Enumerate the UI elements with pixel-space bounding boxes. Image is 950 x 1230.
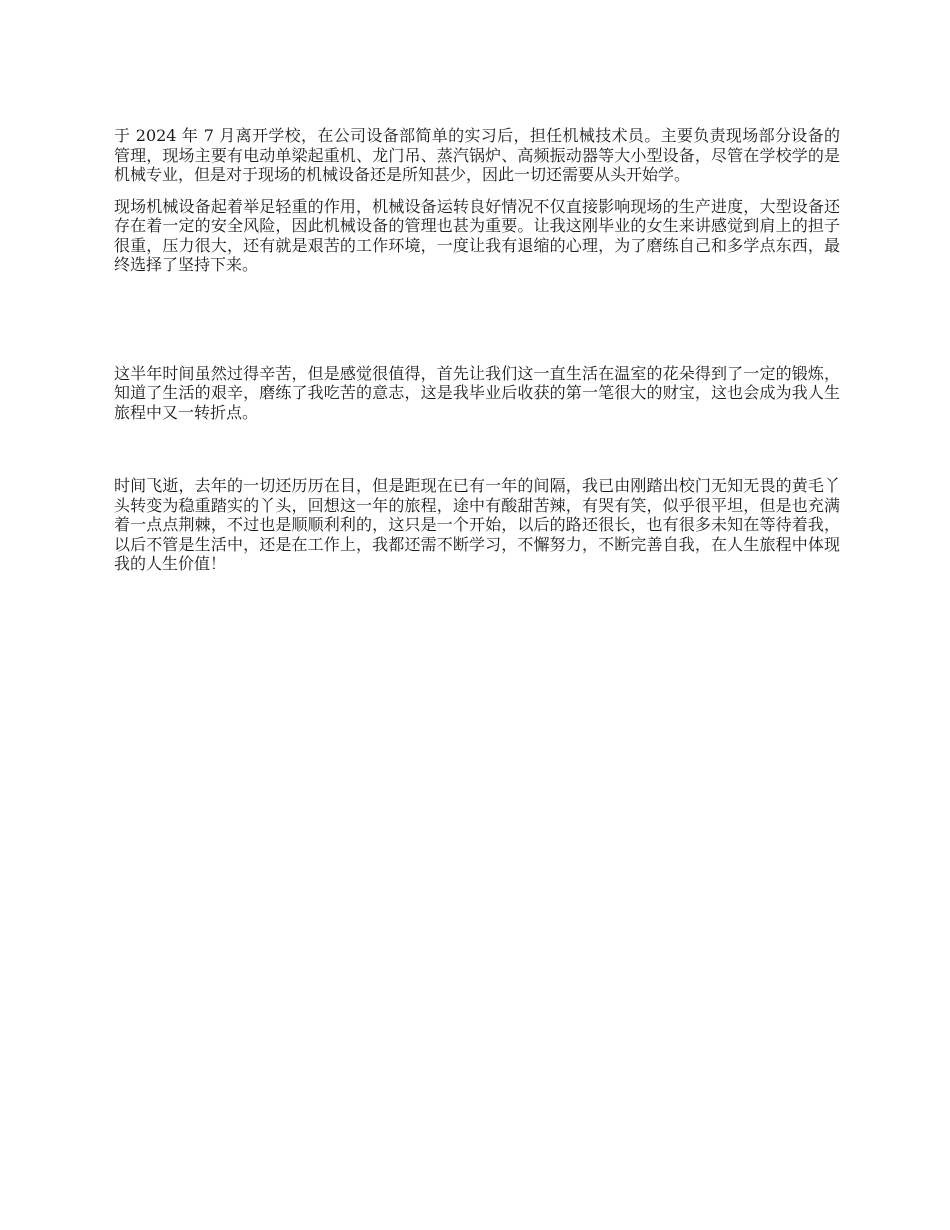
document-body (114, 126, 840, 574)
paragraph-equipment: 现场机械设备起着举足轻重的作用，机械设备运转良好情况不仅直接影响现场的生产进度，大型设备还存在着一定的安全风险，因此机械设备的管理也甚为重要。让我这刚毕业的女生来讲感觉到肩上的担子很重，压力很大，还有就是艰苦的工作环境，一度让我有退缩的心理，为了磨练自己和多学点东西，最终选择了坚持下来。 (114, 196, 840, 274)
paragraph-reflection: 时间飞逝，去年的一切还历历在目，但是距现在已有一年的间隔，我已由刚踏出校门无知无畏的黄毛丫头转变为稳重踏实的丫头，回想这一年的旅程，途中有酸甜苦辣，有哭有笑，似乎很平坦，但是也充满着一点点荆棘，不过也是顺顺利利的，这只是一个开始，以后的路还很长，也有很多未知在等待着我，以后不管是生活中，还是在工作上，我都还需不断学习，不懈努力，不断完善自我，在人生旅程中体现我的人生价值！ (114, 476, 840, 573)
paragraph-half-year: 这半年时间虽然过得辛苦，但是感觉很值得，首先让我们这一直生活在温室的花朵得到了一定的锻炼，知道了生活的艰辛，磨练了我吃苦的意志，这是我毕业后收获的第一笔很大的财宝，这也会成为我人生旅程中又一转折点。 (114, 363, 840, 422)
paragraph-internship: 于 2024 年 7 月离开学校，在公司设备部简单的实习后，担任机械技术员。主要负责现场部分设备的管理，现场主要有电动单梁起重机、龙门吊、蒸汽锅炉、高频振动器等大小型设备，尽管在学校学的是机械专业，但是对于现场的机械设备还是所知甚少，因此一切还需要从头开始学。 (114, 126, 840, 184)
